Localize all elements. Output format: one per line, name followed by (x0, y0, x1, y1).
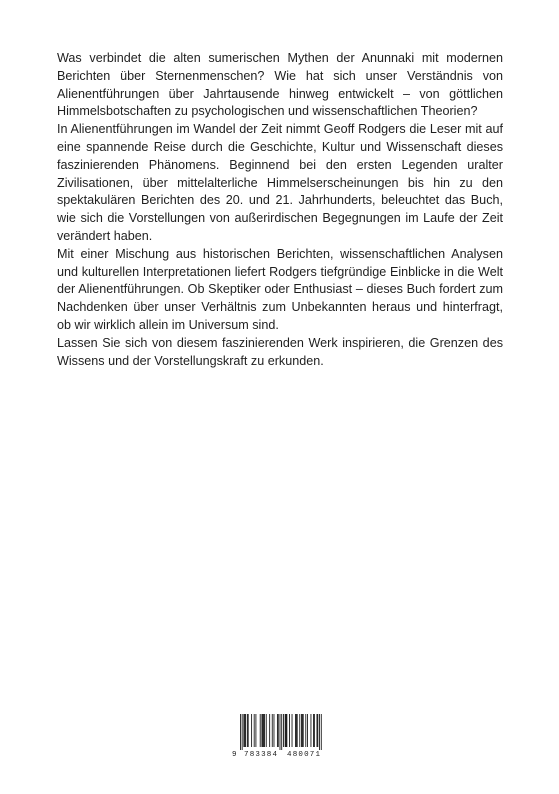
barcode-right-group: 480071 (287, 751, 322, 759)
barcode-bar (286, 714, 287, 747)
barcode-bar (317, 714, 318, 747)
barcode-bar (313, 714, 314, 747)
barcode-bar (296, 714, 297, 747)
barcode-left-group: 783384 (244, 751, 279, 759)
barcode-bar (262, 714, 263, 747)
barcode-bar (289, 714, 290, 747)
barcode-bar (251, 714, 252, 747)
barcode-bar (269, 714, 270, 747)
barcode-bar (262, 714, 263, 747)
barcode-bar (321, 714, 322, 750)
barcode-bar (254, 714, 255, 747)
barcode-bar (317, 714, 318, 747)
barcode-bar (283, 714, 284, 747)
barcode-bar (243, 714, 244, 747)
barcode-bar (292, 714, 293, 747)
barcode-bar (280, 714, 281, 750)
barcode-bar (311, 714, 312, 747)
barcode-bar (245, 714, 246, 747)
barcode-bar (319, 714, 320, 750)
barcode-bar (277, 714, 278, 747)
barcode-bar (295, 714, 296, 747)
barcode-bar (266, 714, 267, 747)
barcode-bar (297, 714, 298, 747)
barcode-bar (274, 714, 275, 747)
barcode-bar (242, 714, 243, 750)
barcode-bar (286, 714, 287, 747)
barcode-bar (260, 714, 261, 747)
barcode-bar (263, 714, 264, 747)
blurb-paragraph-3: Mit einer Mischung aus historischen Berichten, wissenschaftlichen Analysen und kulturellen Interpretationen liefert Rodgers tiefgründige Einblicke in die Welt der Alienentführungen. Ob Skeptiker oder Enthusiast – dieses Buch fordert zum Nachdenken über unser Verhältnis zum Unbekannten heraus und hinterfragt, ob wir wirklich allein im Universum sind. (57, 246, 503, 332)
blurb-paragraph-1: Was verbindet die alten sumerischen Mythen der Anunnaki mit modernen Berichten über Sternenmenschen? Wie hat sich unser Verständnis von Alienentführungen über Jahrtausende hinweg entwickelt – von göttlichen Himmelsbotschaften zu psychologischen und wissenschaftlichen Theorien? (57, 51, 503, 119)
blurb-paragraph-2: In Alienentführungen im Wandel der Zeit nimmt Geoff Rodgers die Leser mit auf eine spannende Reise durch die Geschichte, Kultur und Wissenschaft dieses faszinierenden Phänomens. Beginnend bei den ersten Legenden uralter Zivilisationen, über mittelalterliche Himmelserscheinungen bis hin zu den spektakulären Berichten des 20. und 21. Jahrhunderts, beleuchtet das Buch, wie sich die Vorstellungen von außerirdischen Begegnungen im Laufe der Zeit verändert haben. (57, 122, 503, 243)
barcode-bar (272, 714, 273, 747)
barcode-bar (247, 714, 248, 747)
barcode-bar (307, 714, 308, 747)
barcode-bar (240, 714, 241, 750)
barcode-first-digit: 9 (232, 751, 237, 759)
barcode-bar (305, 714, 306, 747)
isbn-barcode (232, 712, 328, 760)
barcode-digits (232, 750, 328, 760)
barcode-bar (314, 714, 315, 747)
barcode-bars (232, 712, 328, 750)
barcode-bar (303, 714, 304, 747)
barcode-bar (255, 714, 256, 747)
barcode-bar (264, 714, 265, 747)
barcode-bar (248, 714, 249, 747)
blurb-text (57, 50, 503, 370)
barcode-bar (281, 714, 282, 750)
barcode-bar (278, 714, 279, 747)
barcode-bar (244, 714, 245, 747)
barcode-bar (285, 714, 286, 747)
barcode-bar (302, 714, 303, 747)
barcode-bar (299, 714, 300, 747)
barcode-bar (301, 714, 302, 747)
blurb-paragraph-4: Lassen Sie sich von diesem faszinierenden Werk inspirieren, die Grenzen des Wissens und der Vorstellungskraft zu erkunden. (57, 335, 503, 368)
